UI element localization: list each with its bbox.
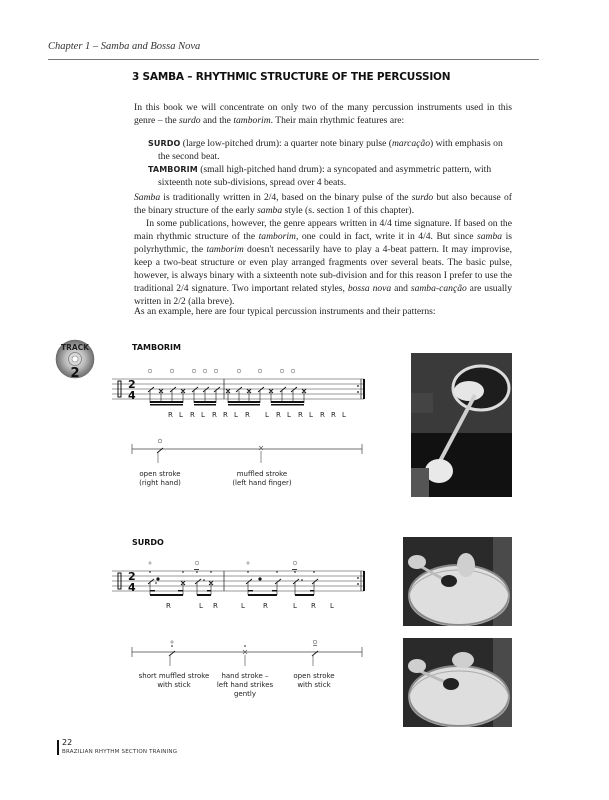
running-head: Chapter 1 – Samba and Bossa Nova [48, 41, 201, 52]
stick: R [166, 602, 171, 610]
feature-cont: sixteenth note sub-divisions, spread over 4 beats. [158, 177, 347, 188]
italic-term: tamborim [258, 231, 296, 242]
track-label: TRACK [60, 343, 89, 352]
term-surdo: surdo [179, 115, 201, 126]
feature-text: (small high-pitched hand drum): a syncopated and asymmetric pattern, with [197, 164, 492, 175]
tamborim-score [112, 368, 374, 410]
surdo-legend-line [130, 640, 370, 666]
footer-bar [57, 740, 59, 755]
legend-line: open stroke [293, 672, 335, 680]
paragraph-samba-2-4 [134, 192, 512, 216]
stick: R [320, 411, 325, 419]
surdo-score [112, 560, 374, 602]
legend-line: muffled stroke [236, 470, 288, 478]
stick: R [263, 602, 268, 610]
tamborim-legend-line [130, 438, 370, 464]
section-title: 3 SAMBA – RHYTHMIC STRUCTURE OF THE PERCUSSION [132, 71, 451, 83]
feature-text: ) with emphasis on [430, 138, 503, 149]
page-number: 22 [62, 738, 73, 747]
stick: L [309, 411, 313, 419]
legend-line: short muffled stroke [138, 672, 210, 680]
text: and [391, 283, 411, 294]
text: are usually written in 2/2 (alla breve). [134, 283, 512, 307]
stick: L [241, 602, 245, 610]
text: and the [200, 115, 234, 126]
legend-short-muffled-stroke [135, 672, 213, 690]
stick: R [311, 602, 316, 610]
text: style (s. section 1 of this chapter). [282, 205, 415, 216]
stick: R [245, 411, 250, 419]
italic-term: bossa nova [347, 283, 392, 294]
legend-line: hand stroke – [221, 672, 269, 680]
legend-open-stroke [130, 470, 190, 488]
italic-term: samba [477, 231, 503, 242]
example-intro: As an example, here are four typical percussion instruments and their patterns: [134, 306, 436, 317]
stick: L [201, 411, 205, 419]
stick: L [293, 602, 297, 610]
legend-line: open stroke [139, 470, 181, 478]
track-number: 2 [70, 366, 80, 381]
stick: L [330, 602, 334, 610]
text: , one could in fact, write it in 4/4. But since [295, 231, 478, 242]
stick: L [287, 411, 291, 419]
legend-line: (left hand finger) [232, 479, 292, 487]
text: is polyrhythmic, the [134, 231, 512, 255]
stick: R [213, 602, 218, 610]
intro-paragraph [134, 101, 512, 127]
tamborim-photo [411, 353, 512, 497]
italic-term: samba [257, 205, 283, 216]
stick: R [190, 411, 195, 419]
legend-hand-stroke [205, 672, 285, 699]
legend-line: left hand strikes gently [216, 681, 274, 698]
header-rule [48, 59, 539, 60]
text: but also because of the binary structure of the early [134, 192, 512, 216]
italic-term: Samba [134, 192, 161, 203]
text: In this book we will concentrate on only two of the many percussion instruments used in this genre – the [134, 102, 512, 126]
svg-text:2: 2 [128, 378, 136, 391]
stick: R [331, 411, 336, 419]
feature-surdo [148, 137, 518, 163]
feature-term: SURDO [148, 139, 181, 148]
surdo-photo-2 [403, 638, 512, 727]
svg-text:4: 4 [128, 581, 136, 594]
stick: R [276, 411, 281, 419]
legend-line: with stick [157, 681, 191, 689]
legend-open-stroke-stick [286, 672, 342, 690]
body-paragraph [134, 191, 512, 308]
text: is traditionally written in 2/4, based on the binary pulse of the [160, 192, 412, 203]
italic-term: samba-canção [410, 283, 467, 294]
surdo-title: SURDO [132, 538, 164, 547]
stick: R [298, 411, 303, 419]
feature-term: TAMBORIM [148, 165, 198, 174]
stick: R [168, 411, 173, 419]
legend-line: with stick [297, 681, 331, 689]
feature-text: (large low-pitched drum): a quarter note binary pulse ( [180, 138, 392, 149]
stick: L [199, 602, 203, 610]
text: . Their main rhythmic features are: [270, 115, 405, 126]
stick: R [212, 411, 217, 419]
tamborim-title: TAMBORIM [132, 343, 181, 352]
italic-term: tamborim [206, 244, 244, 255]
stick: L [179, 411, 183, 419]
legend-line: (right hand) [139, 479, 181, 487]
stick: L [342, 411, 346, 419]
features-list [148, 137, 518, 189]
text: doesn't necessarily have to play a 4-beat pattern. It may improvise, keep a two-beat structure or even play arranged fragments over several beats. The basic pulse, however, is always binary with a sixteenth note sub-division and for this reason I prefer to use the traditional 2/4 signature. Two important related styles, [134, 244, 513, 294]
stick: L [234, 411, 238, 419]
italic-term: surdo [411, 192, 434, 203]
svg-text:2: 2 [128, 570, 136, 583]
surdo-photo-1 [403, 537, 512, 626]
stick: L [265, 411, 269, 419]
feature-cont: the second beat. [158, 151, 220, 162]
book-title: BRAZILIAN RHYTHM SECTION TRAINING [62, 749, 178, 755]
paragraph-publications [134, 217, 512, 308]
feature-italic: marcação [391, 138, 430, 149]
stick: R [223, 411, 228, 419]
term-tamborim: tamborim [233, 115, 271, 126]
text: In some publications, however, the genre appears written in 4/4 time signature. If based on the main rhythmic structure of the [134, 218, 512, 242]
svg-text:4: 4 [128, 389, 136, 402]
feature-tamborim [148, 163, 518, 189]
legend-muffled-stroke [224, 470, 300, 488]
